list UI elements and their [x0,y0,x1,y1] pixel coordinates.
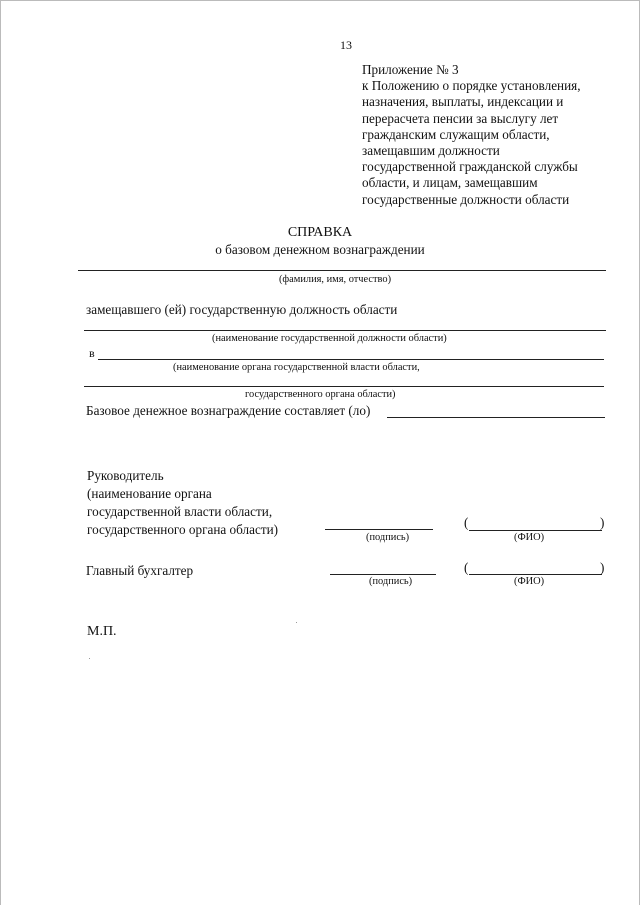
accountant-fio-line [469,574,602,575]
accountant-signature-caption: (подпись) [369,576,413,587]
accountant-fio-open-paren: ( [464,560,469,575]
head-fio-open-paren: ( [464,515,469,530]
appendix-line: замещавшим должности [362,143,500,159]
head-line: государственной власти области, [87,504,273,519]
appendix-line: государственной гражданской службы [362,159,578,175]
scan-edge-top [0,0,640,1]
position-text: замещавшего (ей) государственную должность области [86,302,398,317]
fio-caption: (фамилия, имя, отчество) [278,274,392,285]
organ-caption-2: государственного органа области) [245,389,396,400]
head-line: (наименование органа [87,486,212,501]
appendix-line: государственные должности области [362,191,570,207]
head-fio-close-paren: ) [600,515,605,530]
accountant-fio-close-paren: ) [600,560,605,575]
head-signature-line [325,529,433,530]
organ-caption-1: (наименование органа государственной власти области, [173,362,420,373]
appendix-line: перерасчета пенсии за выслугу лет [362,110,559,126]
page-number: 13 [340,38,352,52]
fio-fill-line [78,270,606,271]
head-line: Руководитель [87,468,164,483]
head-line: государственного органа области) [87,522,279,537]
head-signature-caption: (подпись) [366,532,410,543]
head-fio-line [469,530,602,531]
scan-edge-left [0,0,1,905]
organ-fill-line-2 [84,386,604,387]
appendix-line: Приложение № 3 [362,62,459,77]
salary-fill-line [387,417,605,418]
appendix-line: назначения, выплаты, индексации и [362,94,564,110]
head-signature-label [87,467,278,539]
accountant-label: Главный бухгалтер [86,563,194,578]
document-subtitle: о базовом денежном вознаграждении [215,242,425,257]
scan-speck [296,622,297,623]
organ-fill-line [98,359,604,360]
stamp-place: М.П. [87,624,117,639]
salary-text: Базовое денежное вознаграждение составляет (ло) [86,403,371,418]
appendix-line: к Положению о порядке установления, [362,78,581,94]
scan-speck [89,658,90,659]
accountant-fio-caption: (ФИО) [514,576,545,587]
document-title: СПРАВКА [287,225,353,240]
in-label: в [89,346,95,360]
appendix-note [362,62,581,208]
position-caption: (наименование государственной должности области) [212,333,447,344]
head-fio-caption: (ФИО) [514,532,545,543]
accountant-signature-line [330,574,436,575]
appendix-line: гражданским служащим области, [362,126,550,142]
appendix-line: области, и лицам, замещавшим [362,175,538,191]
position-fill-line [84,330,606,331]
